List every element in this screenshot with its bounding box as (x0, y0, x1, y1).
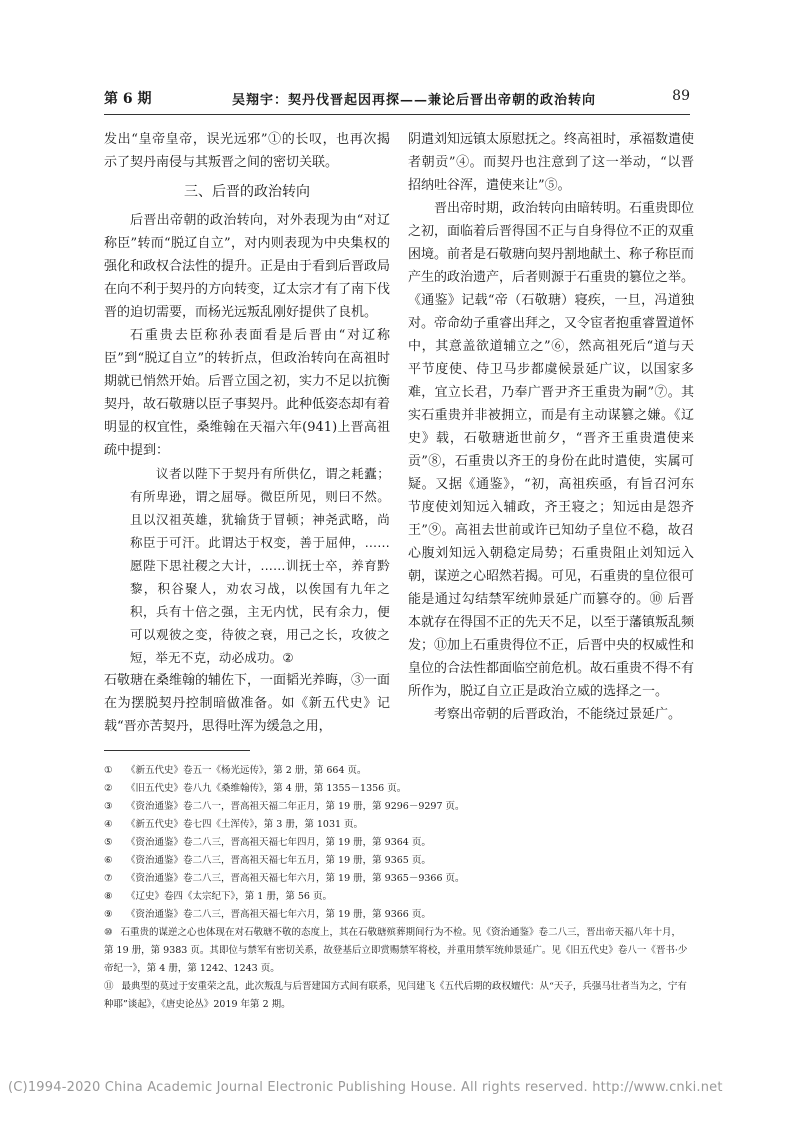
issue-label: 第 6 期 (104, 91, 152, 107)
footnote-text: 《资治通鉴》卷二八三，晋高祖天福七年五月，第 19 册，第 9365 页。 (126, 855, 431, 866)
body-paragraph: 阴遣刘知远镇太原慰抚之。终高祖时，承福数遣使者朝贡”④。而契丹也注意到了这一举动，“以晋招纳吐谷浑，遣使来让”⑤。 (408, 132, 695, 193)
page-number: 89 (672, 88, 690, 104)
section-heading: 三、后晋的政治转向 (184, 184, 310, 200)
footnote-text: 《资治通鉴》卷二八三，晋高祖天福七年六月，第 19 册，第 9365－9366 页。 (126, 873, 465, 884)
footnote-text: 石重贵的谋逆之心也体现在对石敬瑭不敬的态度上，其在石敬瑭殡葬期间行为不检。见《资治通鉴》卷二八三，晋出帝天福八年十月，第 19 册，第 9383 页。其即位与禁军有密切关系，故登基后立即赏赐禁军将校，并重用禁军统帅景延广。见《旧五代史》卷八一《晋书·少帝纪一》，第 4 册，第 1242、1243 页。 (104, 927, 688, 974)
header-divider (104, 114, 690, 115)
footnote-mark: ⑨ (104, 909, 113, 920)
footnote-mark: ⑩ (104, 927, 113, 938)
footnote-text: 《辽史》卷四《太宗纪下》，第 1 册，第 56 页。 (126, 891, 332, 902)
footnote-divider (104, 750, 250, 751)
footnote-mark: ⑪ (104, 981, 114, 992)
footnotes (104, 762, 690, 1014)
footnote (104, 870, 690, 888)
running-title: 吴翔宇：契丹伐晋起因再探——兼论后晋出帝朝的政治转向 (232, 93, 597, 108)
footnote-mark: ② (104, 783, 113, 794)
footnote-text: 《新五代史》卷五一《杨光远传》，第 2 册，第 664 页。 (126, 765, 367, 776)
body-paragraph: 晋出帝时期，政治转向由暗转明。石重贵即位之初，面临着后晋得国不正与自身得位不正的双重困境。前者是石敬瑭向契丹割地献土、称子称臣而产生的政治遗产，后者则源于石重贵的篡位之举。《通鉴》记载“帝（石敬瑭）寝疾，一旦，冯道独对。帝命幼子重睿出拜之，又令宦者抱重睿置道怀中，其意盖欲道辅立之”⑥，然高祖死后“道与天平节度使、侍卫马步都虞候景延广议，以国家多难，宜立长君，乃奉广晋尹齐王重贵为嗣”⑦。其实石重贵并非被拥立，而是有主动谋篡之嫌。《辽史》载，石敬瑭逝世前夕，“晋齐王重贵遣使来贡”⑧，石重贵以齐王的身份在此时遣使，实属可疑。又据《通鉴》，“初，高祖疾亟，有旨召河东节度使刘知远入辅政，齐王寝之；知远由是怨齐王”⑨。高祖去世前或许已知幼子皇位不稳，故召心腹刘知远入朝稳定局势；石重贵阻止刘知远入朝，谋逆之心昭然若揭。可见，石重贵的皇位很可能是通过勾结禁军统帅景延广而篡夺的。⑩ 后晋本就存在得国不正的先天不足，以至于藩镇叛乱频发；⑪加上石重贵得位不正，后晋中央的权威性和皇位的合法性都面临空前危机。故石重贵不得不有所作为，脱辽自立正是政治立威的选择之一。 (408, 201, 695, 699)
footnote (104, 834, 690, 852)
running-header (104, 88, 690, 110)
footnote (104, 906, 690, 924)
block-quote: 议者以陛下于契丹有所供亿，谓之耗蠹；有所卑逊，谓之屈辱。微臣所见，则曰不然。且以汉祖英雄，犹输货于冒顿；神尧武略，尚称臣于可汗。此谓达于权变，善于屈伸，……愿陛下思社稷之大计，……训抚士卒，养育黔黎，积谷聚人，劝农习战，以俟国有九年之积，兵有十倍之强，主无内忧，民有余力，便可以观彼之变，待彼之衰，用己之长，攻彼之短，举无不克，动必成功。② (130, 466, 390, 665)
footnote (104, 924, 690, 978)
body-paragraph: 后晋出帝朝的政治转向，对外表现为由“对辽称臣”转而“脱辽自立”，对内则表现为中央集权的强化和政权合法性的提升。正是由于看到后晋政局在向不利于契丹的方向转变，辽太宗才有了南下伐晋的迫切需要，而杨光远叛乱刚好提供了良机。 (104, 213, 391, 320)
footnote-text: 最典型的莫过于安重荣之乱，此次叛乱与后晋建国方式间有联系，见闫建飞《五代后期的政权嬗代：从“天子，兵强马壮者当为之，宁有种耶”谈起》，《唐史论丛》2019 年第 2 期。 (104, 981, 687, 1010)
left-column (104, 128, 390, 738)
footnote-text: 《旧五代史》卷八九《桑维翰传》，第 4 册，第 1355－1356 页。 (126, 783, 407, 794)
footnote-text: 《资治通鉴》卷二八一，晋高祖天福二年正月，第 19 册，第 9296－9297 页。 (126, 801, 465, 812)
body-paragraph: 发出“皇帝皇帝，误光远邪”①的长叹，也再次揭示了契丹南侵与其叛晋之间的密切关联。 (104, 132, 390, 170)
body-paragraph: 石重贵去臣称孙表面看是后晋由“对辽称臣”到“脱辽自立”的转折点，但政治转向在高祖时期就已悄然开始。后晋立国之初，实力不足以抗衡契丹，故石敬瑭以臣子事契丹。此种低姿态却有着明显的权宜性，桑维翰在天福六年(941)上晋高祖疏中提到： (104, 328, 391, 458)
footnote (104, 798, 690, 816)
footnote (104, 852, 690, 870)
footnote-mark: ⑦ (104, 873, 113, 884)
footnote (104, 780, 690, 798)
footnote (104, 978, 690, 1014)
footnote-text: 《新五代史》卷七四《土浑传》，第 3 册，第 1031 页。 (126, 819, 364, 830)
footnote-text: 《资治通鉴》卷二八三，晋高祖天福七年六月，第 19 册，第 9366 页。 (126, 909, 431, 920)
footnote-mark: ⑤ (104, 837, 113, 848)
copyright-notice: (C)1994-2020 China Academic Journal Electronic Publishing House. All rights reserved. http://www.cnki.net (8, 1080, 723, 1095)
footnote-mark: ① (104, 765, 113, 776)
footnote (104, 816, 690, 834)
footnote-mark: ④ (104, 819, 113, 830)
right-column (408, 128, 694, 726)
footnote-mark: ⑥ (104, 855, 113, 866)
body-paragraph: 石敬瑭在桑维翰的辅佐下，一面韬光养晦，③一面在为摆脱契丹控制暗做准备。如《新五代史》记载“晋亦苦契丹，思得吐浑为缓急之用， (104, 673, 391, 734)
footnote (104, 762, 690, 780)
footnote-mark: ③ (104, 801, 113, 812)
footnote-mark: ⑧ (104, 891, 113, 902)
footnote (104, 888, 690, 906)
body-paragraph: 考察出帝朝的后晋政治，不能绕过景延广。 (434, 707, 682, 722)
footnote-text: 《资治通鉴》卷二八三，晋高祖天福七年四月，第 19 册，第 9364 页。 (126, 837, 431, 848)
